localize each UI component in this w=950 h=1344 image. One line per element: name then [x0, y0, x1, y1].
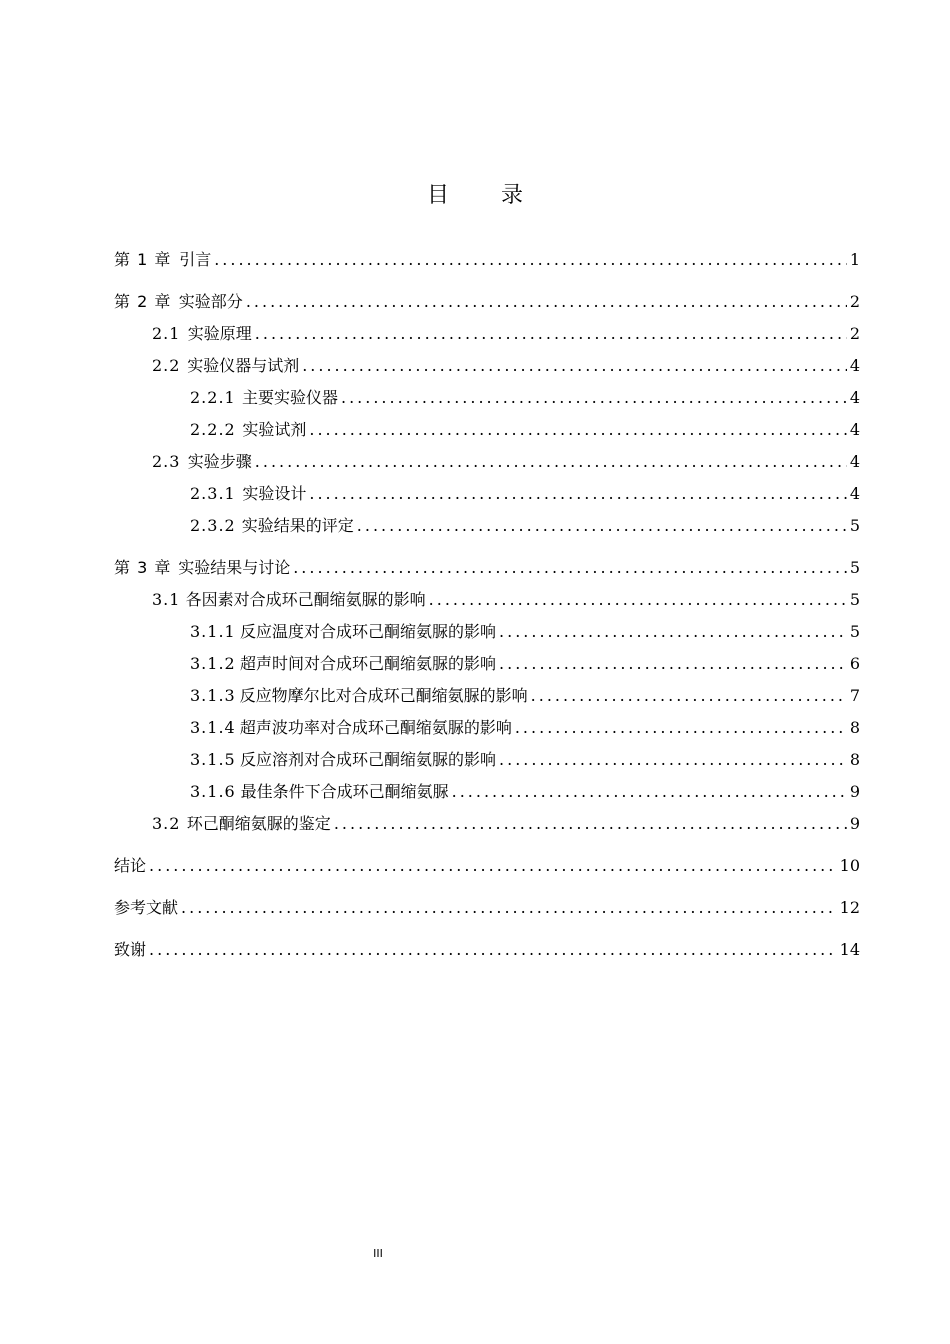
toc-entry-number: 第 2 章: [114, 292, 172, 311]
toc-entry[interactable]: [114, 616, 860, 648]
toc-dot-leader: [309, 414, 846, 446]
toc-dot-leader: [255, 446, 847, 478]
toc-entry-label: 实验步骤: [187, 452, 252, 471]
toc-entry[interactable]: [114, 584, 860, 616]
toc-entry-label: 实验结果的评定: [241, 516, 354, 535]
toc-entry-label: 实验设计: [242, 484, 307, 503]
toc-dot-leader: [357, 510, 847, 542]
toc-entry-page-number: 2: [849, 324, 860, 343]
toc-entry-number: 第 1 章: [114, 250, 172, 269]
toc-dot-leader: [341, 382, 847, 414]
toc-entry-label: 实验试剂: [242, 420, 307, 439]
toc-entry-page-number: 7: [849, 686, 860, 705]
toc-entry-page-number: 10: [839, 856, 860, 875]
toc-entry-page-number: 1: [849, 250, 860, 269]
toc-entry[interactable]: [114, 244, 860, 276]
toc-entry-label: 参考文献: [114, 898, 179, 917]
toc-entry-label: 实验部分: [178, 292, 243, 311]
toc-entry-number: 2.2.1: [190, 388, 236, 407]
toc-entry[interactable]: [114, 414, 860, 446]
toc-entry-page-number: 12: [839, 898, 860, 917]
toc-entry[interactable]: [114, 382, 860, 414]
toc-dot-leader: [149, 934, 837, 966]
toc-entry[interactable]: [114, 680, 860, 712]
toc-dot-leader: [149, 850, 837, 882]
toc-entry-label: 实验结果与讨论: [178, 558, 291, 577]
toc-entry-number: 3.1: [152, 590, 181, 609]
toc-entry[interactable]: [114, 286, 860, 318]
toc-entry-label: 主要实验仪器: [241, 388, 338, 407]
toc-entry-label: 结论: [114, 856, 147, 875]
toc-entry-page-number: 5: [849, 622, 860, 641]
toc-entry-label: 实验原理: [187, 324, 252, 343]
toc-entry-page-number: 4: [849, 420, 860, 439]
toc-dot-leader: [214, 244, 847, 276]
toc-dot-leader: [429, 584, 847, 616]
toc-entry-number: 3.1.1: [190, 622, 236, 641]
toc-dot-leader: [255, 318, 847, 350]
toc-entry-number: 2.3.2: [190, 516, 236, 535]
toc-entry-label: 反应溶剂对合成环己酮缩氨脲的影响: [240, 750, 497, 769]
toc-title: [0, 178, 950, 209]
toc-dot-leader: [302, 350, 847, 382]
toc-entry-number: 3.1.6: [190, 782, 236, 801]
toc-entry-page-number: 5: [849, 590, 860, 609]
toc-dot-leader: [334, 808, 847, 840]
toc-dot-leader: [499, 616, 847, 648]
toc-entry[interactable]: [114, 350, 860, 382]
toc-title-char-2: 录: [501, 183, 524, 208]
toc-entry-label: 反应物摩尔比对合成环己酮缩氨脲的影响: [239, 686, 528, 705]
toc-entry[interactable]: [114, 552, 860, 584]
toc-entry-page-number: 6: [849, 654, 860, 673]
toc-entry-page-number: 4: [849, 484, 860, 503]
toc-entry-label: 引言: [179, 250, 212, 269]
toc-entry[interactable]: [114, 648, 860, 680]
toc-entry-number: 2.3: [152, 452, 181, 471]
toc-entry-number: 第 3 章: [114, 558, 172, 577]
toc-entry[interactable]: [114, 808, 860, 840]
toc-entry[interactable]: [114, 478, 860, 510]
toc-entry-number: 3.1.5: [190, 750, 236, 769]
toc-entry-number: 2.2.2: [190, 420, 236, 439]
toc-entry[interactable]: [114, 850, 860, 882]
toc-entry[interactable]: [114, 776, 860, 808]
toc-dot-leader: [515, 712, 847, 744]
toc-entry-label: 各因素对合成环己酮缩氨脲的影响: [185, 590, 426, 609]
toc-entry-label: 超声时间对合成环己酮缩氨脲的影响: [240, 654, 497, 673]
toc-entry-page-number: 4: [849, 356, 860, 375]
toc-entry-page-number: 2: [849, 292, 860, 311]
toc-entry-label: 最佳条件下合成环己酮缩氨脲: [240, 782, 449, 801]
toc-dot-leader: [531, 680, 847, 712]
toc-entry-number: 3.1.2: [190, 654, 236, 673]
toc-entry[interactable]: [114, 318, 860, 350]
toc-entry-page-number: 4: [849, 388, 860, 407]
toc-entry-page-number: 9: [849, 782, 860, 801]
toc-entry-label: 致谢: [114, 940, 147, 959]
page-number-footer: III: [373, 1247, 383, 1260]
toc-entry[interactable]: [114, 712, 860, 744]
toc-entry-page-number: 8: [849, 718, 860, 737]
toc-entry[interactable]: [114, 446, 860, 478]
toc-entry[interactable]: [114, 934, 860, 966]
toc-entry[interactable]: [114, 510, 860, 542]
toc-entry-page-number: 9: [849, 814, 860, 833]
toc-dot-leader: [181, 892, 837, 924]
toc-entry-label: 超声波功率对合成环己酮缩氨脲的影响: [239, 718, 512, 737]
toc-entry-number: 3.2: [152, 814, 181, 833]
toc-entry[interactable]: [114, 892, 860, 924]
toc-entry-page-number: 8: [849, 750, 860, 769]
toc-entry-label: 反应温度对合成环己酮缩氨脲的影响: [240, 622, 497, 641]
toc-dot-leader: [452, 776, 847, 808]
toc-entry-number: 2.2: [152, 356, 181, 375]
toc-entry-label: 实验仪器与试剂: [187, 356, 300, 375]
toc-entry-number: 3.1.4: [190, 718, 236, 737]
toc-entry-label: 环己酮缩氨脲的鉴定: [186, 814, 331, 833]
toc-entry-number: 2.1: [152, 324, 181, 343]
toc-dot-leader: [293, 552, 847, 584]
toc-entry-page-number: 14: [839, 940, 860, 959]
table-of-contents: [114, 244, 860, 966]
toc-entry-number: 3.1.3: [190, 686, 236, 705]
toc-dot-leader: [499, 744, 847, 776]
toc-title-char-1: 目: [426, 183, 449, 208]
toc-entry-number: 2.3.1: [190, 484, 236, 503]
toc-entry-page-number: 5: [849, 516, 860, 535]
toc-entry-page-number: 5: [849, 558, 860, 577]
toc-entry-page-number: 4: [849, 452, 860, 471]
toc-dot-leader: [246, 286, 847, 318]
toc-dot-leader: [309, 478, 846, 510]
toc-entry[interactable]: [114, 744, 860, 776]
toc-dot-leader: [499, 648, 847, 680]
